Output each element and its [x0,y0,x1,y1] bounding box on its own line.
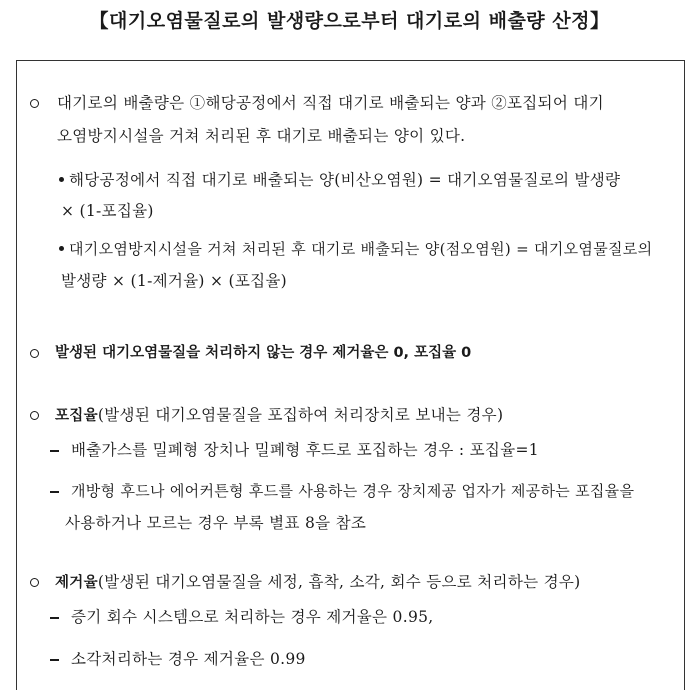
dash-bullet-icon [50,659,59,661]
circle-bullet-icon [30,578,39,587]
removal-desc: (발생된 대기오염물질을 세정, 흡착, 소각, 회수 등으로 처리하는 경우) [97,573,581,591]
intro-line-1: 대기로의 배출량은 ①해당공정에서 직접 대기로 배출되는 양과 ②포집되어 대기 [57,94,604,112]
capture-term: 포집율 [55,408,98,424]
intro-line-2: 오염방지시설을 거쳐 처리된 후 대기로 배출되는 양이 있다. [57,127,466,145]
bullet-1-line-1: 해당공정에서 직접 대기로 배출되는 양(비산오염원) = 대기오염물질로의 발생량 [69,171,621,189]
capture-heading [55,404,503,427]
circle-bullet-icon [30,99,39,108]
removal-item-1: 증기 회수 시스템으로 처리하는 경우 제거율은 0.95, [71,608,434,626]
removal-item-2: 소각처리하는 경우 제거율은 0.99 [71,650,306,668]
dash-bullet-icon [50,450,59,452]
dot-bullet-icon [59,177,64,182]
capture-item-2-line-2: 사용하거나 모르는 경우 부록 별표 8을 참조 [65,514,367,532]
dot-bullet-icon [59,246,64,251]
bullet-1-line-2: × (1-포집율) [61,202,154,220]
removal-term: 제거율 [55,575,98,591]
content-box [16,60,685,690]
page-title: 【대기오염물질로의 발생량으로부터 대기로의 배출량 산정】 [89,10,610,32]
circle-bullet-icon [30,349,39,358]
removal-heading [55,571,581,594]
capture-desc: (발생된 대기오염물질을 포집하여 처리장치로 보내는 경우) [97,406,504,424]
dash-bullet-icon [50,617,59,619]
bullet-2-line-1: 대기오염방지시설을 거쳐 처리된 후 대기로 배출되는 양(점오염원) = 대기오염물질로의 [69,240,653,258]
circle-bullet-icon [30,411,39,420]
bullet-2-line-2: 발생량 × (1-제거율) × (포집율) [61,272,288,290]
dash-bullet-icon [50,491,59,493]
note-line: 발생된 대기오염물질을 처리하지 않는 경우 제거율은 0, 포집율 0 [55,345,472,361]
capture-item-2-line-1: 개방형 후드나 에어커튼형 후드를 사용하는 경우 장치제공 업자가 제공하는 포집율을 [71,482,635,500]
capture-item-1: 배출가스를 밀폐형 장치나 밀폐형 후드로 포집하는 경우 : 포집율=1 [71,441,539,459]
